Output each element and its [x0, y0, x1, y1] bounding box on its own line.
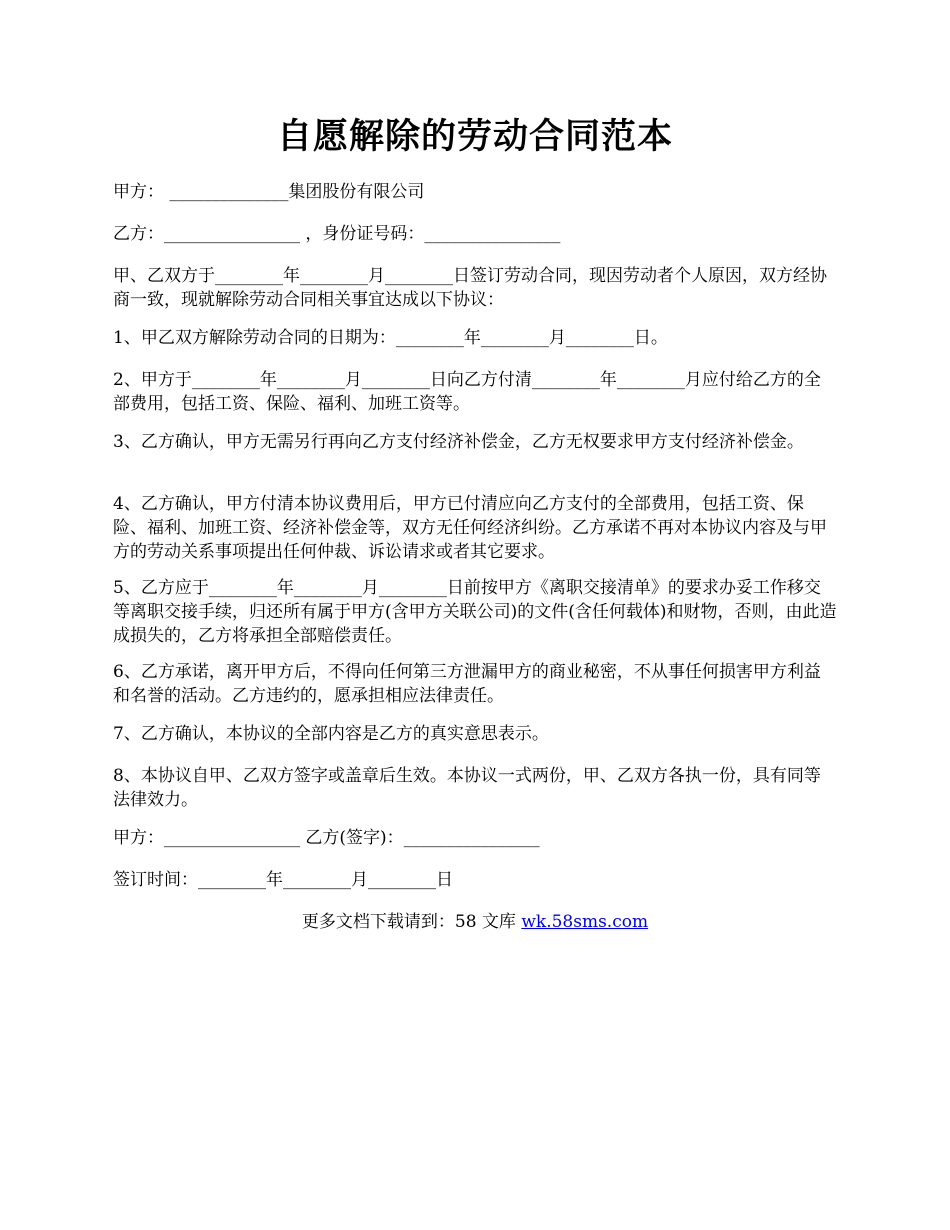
clause-6: 6、乙方承诺，离开甲方后，不得向任何第三方泄漏甲方的商业秘密，不从事任何损害甲方利益和名誉的活动。乙方违约的，愿承担相应法律责任。 [113, 662, 821, 706]
footer [0, 910, 950, 934]
party-a-line: 甲方： ______________集团股份有限公司 [113, 182, 425, 202]
clause-8: 8、本协议自甲、乙双方签字或盖章后生效。本协议一式两份，甲、乙双方各执一份，具有同等法律效力。 [113, 766, 821, 810]
footer-text: 更多文档下载请到：58 文库 [301, 912, 522, 932]
clause-2: 2、甲方于________年________月________日向乙方付清________年________月应付给乙方的全部费用，包括工资、保险、福利、加班工资等。 [113, 370, 821, 414]
clause-5: 5、乙方应于________年________月________日前按甲方《离职交接清单》的要求办妥工作移交等离职交接手续，归还所有属于甲方(含甲方关联公司)的文件(含任何载体)和财物，否则，由此造成损失的，乙方将承担全部赔偿责任。 [113, 578, 837, 646]
clause-7: 7、乙方确认，本协议的全部内容是乙方的真实意思表示。 [113, 724, 549, 744]
clause-4: 4、乙方确认，甲方付清本协议费用后，甲方已付清应向乙方支付的全部费用，包括工资、保险、福利、加班工资、经济补偿金等，双方无任何经济纠纷。乙方承诺不再对本协议内容及与甲方的劳动关系事项提出任何仲裁、诉讼请求或者其它要求。 [113, 494, 827, 562]
signature-line: 甲方：________________ 乙方(签字)：________________ [113, 828, 540, 848]
clause-3: 3、乙方确认，甲方无需另行再向乙方支付经济补偿金，乙方无权要求甲方支付经济补偿金。 [113, 432, 804, 452]
clause-1: 1、甲乙双方解除劳动合同的日期为：________年________月________日。 [113, 328, 668, 348]
document-title: 自愿解除的劳动合同范本 [276, 116, 673, 157]
signing-date-line: 签订时间：________年________月________日 [113, 870, 453, 890]
intro-paragraph: 甲、乙双方于________年________月________日签订劳动合同，现因劳动者个人原因，双方经协商一致，现就解除劳动合同相关事宜达成以下协议： [113, 266, 827, 310]
footer-link[interactable]: wk.58sms.com [521, 912, 649, 932]
party-b-line: 乙方：________________ ，身份证号码：________________ [113, 224, 561, 244]
